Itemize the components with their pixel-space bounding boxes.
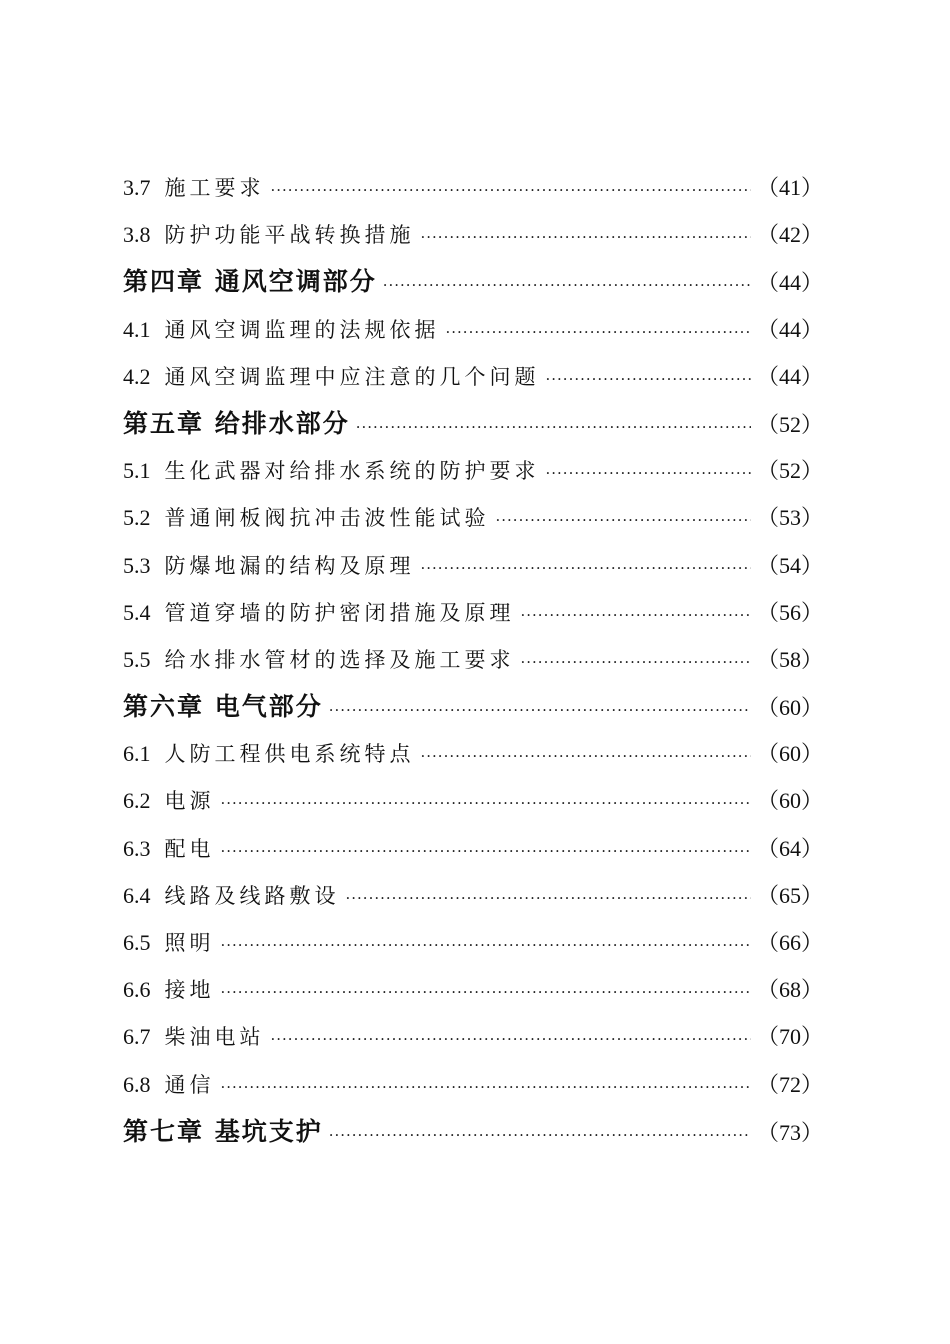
section-number: 5.2	[123, 505, 151, 531]
section-number: 5.1	[123, 458, 151, 484]
dot-leader	[546, 356, 751, 403]
toc-entry	[123, 211, 823, 258]
page-number: （60）	[756, 741, 823, 767]
section-title: 通风空调监理的法规依据	[164, 317, 440, 342]
dot-leader	[421, 733, 751, 780]
page-number: （73）	[756, 1119, 823, 1145]
section-number: 6.2	[123, 788, 151, 814]
toc-entry	[123, 1061, 823, 1108]
toc-entry	[123, 966, 823, 1013]
table-of-contents	[123, 164, 823, 1155]
dot-leader	[546, 450, 751, 497]
section-number: 6.6	[123, 977, 151, 1003]
section-title: 人防工程供电系统特点	[164, 742, 415, 767]
dot-leader	[221, 828, 751, 875]
section-number: 5.4	[123, 599, 151, 625]
dot-leader	[521, 639, 751, 686]
section-title: 管道穿墙的防护密闭措施及原理	[164, 600, 515, 625]
toc-entry	[123, 872, 823, 919]
dot-leader	[221, 969, 751, 1016]
chapter-title: 第四章 通风空调部分	[123, 267, 377, 297]
toc-chapter	[123, 683, 823, 730]
dot-leader	[496, 497, 751, 544]
section-title: 防爆地漏的结构及原理	[164, 553, 415, 578]
toc-chapter	[123, 1108, 823, 1155]
toc-entry	[123, 777, 823, 824]
dot-leader	[383, 262, 751, 309]
chapter-title: 第七章 基坑支护	[123, 1116, 323, 1146]
section-title: 配电	[164, 836, 215, 861]
dot-leader	[446, 309, 751, 356]
toc-entry	[123, 494, 823, 541]
toc-entry	[123, 164, 823, 211]
toc-entry	[123, 353, 823, 400]
section-title: 施工要求	[164, 176, 265, 200]
dot-leader	[271, 167, 751, 214]
section-title: 柴油电站	[164, 1025, 265, 1050]
section-number: 3.7	[123, 175, 151, 200]
page-number: （44）	[756, 270, 823, 296]
page-number: （60）	[756, 695, 823, 721]
dot-leader	[221, 922, 751, 969]
dot-leader	[521, 592, 751, 639]
section-title: 给水排水管材的选择及施工要求	[164, 647, 515, 672]
page-number: （70）	[756, 1024, 823, 1050]
dot-leader	[421, 545, 751, 592]
section-title: 普通闸板阀抗冲击波性能试验	[164, 506, 490, 531]
section-number: 6.4	[123, 882, 151, 908]
toc-entry	[123, 825, 823, 872]
page-number: （41）	[756, 175, 823, 200]
page-number: （72）	[756, 1071, 823, 1097]
dot-leader	[271, 1016, 751, 1063]
section-number: 5.3	[123, 552, 151, 578]
toc-entry	[123, 636, 823, 683]
section-title: 照明	[164, 931, 215, 955]
page-number: （65）	[756, 882, 823, 908]
page-number: （52）	[756, 411, 823, 437]
page-number: （53）	[756, 505, 823, 531]
dot-leader	[221, 780, 751, 827]
page-number: （56）	[756, 599, 823, 625]
section-title: 电源	[164, 789, 215, 814]
page-number: （54）	[756, 552, 823, 578]
toc-entry	[123, 1013, 823, 1060]
section-number: 4.2	[123, 363, 151, 389]
page-number: （44）	[756, 363, 823, 389]
page-number: （66）	[756, 930, 823, 955]
dot-leader	[346, 875, 751, 922]
section-number: 6.5	[123, 930, 151, 955]
toc-entry	[123, 542, 823, 589]
section-title: 生化武器对给排水系统的防护要求	[164, 459, 540, 484]
section-title: 通信	[164, 1072, 215, 1097]
toc-entry	[123, 447, 823, 494]
page-number: （64）	[756, 835, 823, 861]
toc-chapter	[123, 400, 823, 447]
page-number: （42）	[756, 222, 823, 248]
section-title: 线路及线路敷设	[164, 883, 340, 908]
section-number: 3.8	[123, 222, 151, 248]
dot-leader	[329, 687, 751, 734]
section-title: 接地	[164, 978, 215, 1003]
toc-entry	[123, 589, 823, 636]
section-number: 6.7	[123, 1024, 151, 1050]
page-number: （44）	[756, 316, 823, 342]
section-number: 6.3	[123, 835, 151, 861]
dot-leader	[421, 214, 751, 261]
section-number: 6.8	[123, 1071, 151, 1097]
dot-leader	[221, 1064, 751, 1111]
chapter-title: 第六章 电气部分	[123, 692, 323, 722]
chapter-title: 第五章 给排水部分	[123, 408, 350, 438]
dot-leader	[356, 404, 751, 451]
toc-entry	[123, 306, 823, 353]
section-number: 4.1	[123, 316, 151, 342]
page-number: （60）	[756, 788, 823, 814]
page-number: （68）	[756, 977, 823, 1003]
section-number: 5.5	[123, 646, 151, 672]
page-number: （58）	[756, 646, 823, 672]
page-number: （52）	[756, 458, 823, 484]
section-number: 6.1	[123, 741, 151, 767]
section-title: 通风空调监理中应注意的几个问题	[164, 364, 540, 389]
toc-chapter	[123, 258, 823, 305]
toc-entry	[123, 730, 823, 777]
dot-leader	[329, 1112, 751, 1159]
toc-entry	[123, 919, 823, 966]
section-title: 防护功能平战转换措施	[164, 223, 415, 248]
